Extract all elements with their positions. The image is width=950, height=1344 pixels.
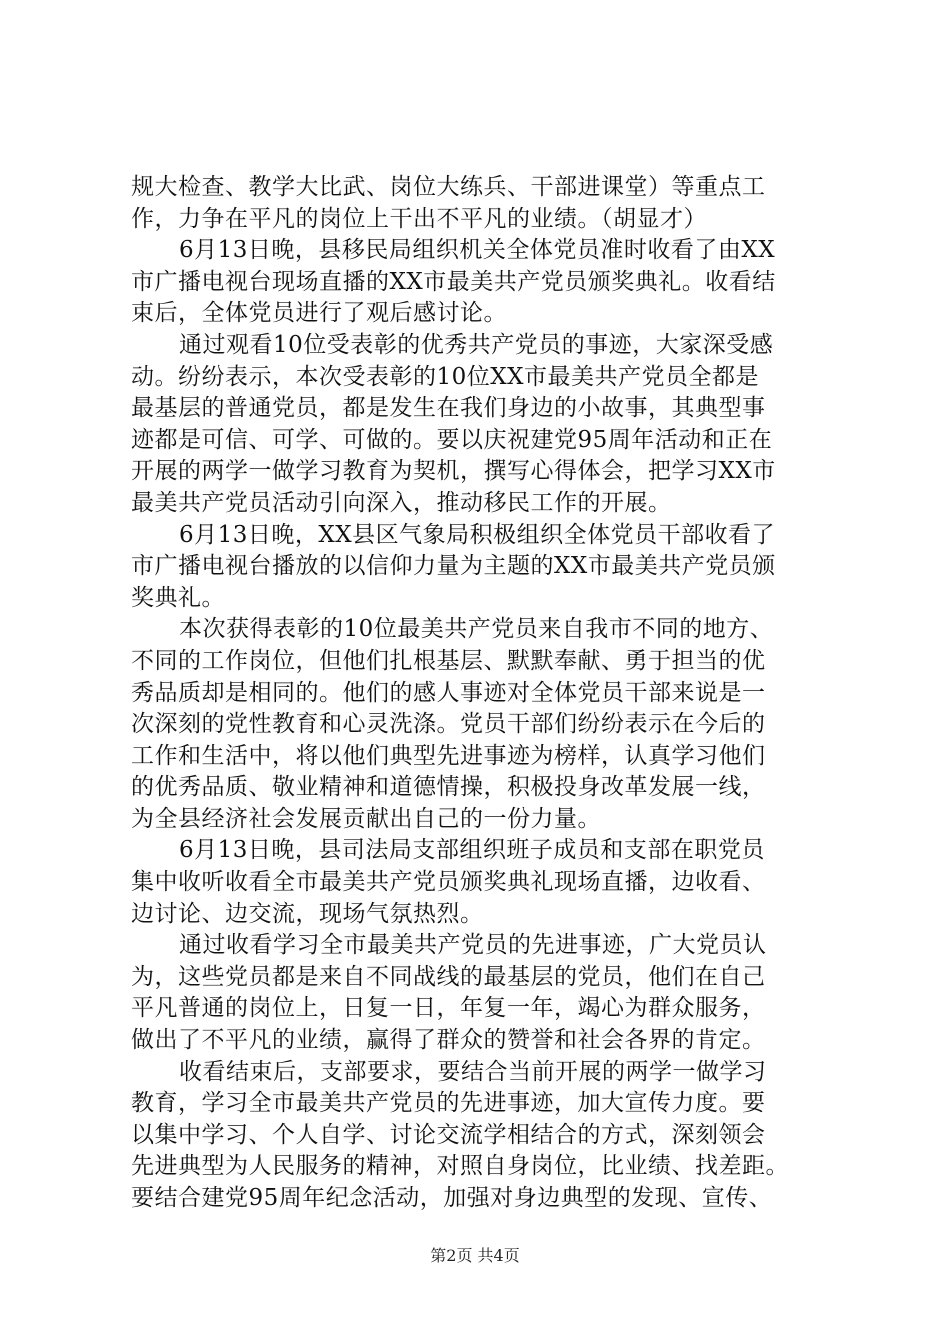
text-line: 次深刻的党性教育和心灵洗涤。党员干部们纷纷表示在今后的 — [131, 711, 766, 738]
text-line: 教育，学习全市最美共产党员的先进事迹，加大宣传力度。要 — [131, 1090, 766, 1117]
text-line: 边讨论、边交流，现场气氛热烈。 — [131, 900, 484, 927]
text-line: 为全县经济社会发展贡献出自己的一份力量。 — [131, 805, 601, 832]
text-line: 以集中学习、个人自学、讨论交流学相结合的方式，深刻领会 — [131, 1121, 766, 1148]
text-line: 先进典型为人民服务的精神，对照自身岗位，比业绩、找差距。 — [131, 1153, 789, 1180]
text-line: 的优秀品质、敬业精神和道德情操，积极投身改革发展一线， — [131, 774, 766, 801]
text-line: 最美共产党员活动引向深入，推动移民工作的开展。 — [131, 489, 672, 516]
text-line: 作，力争在平凡的岗位上干出不平凡的业绩。（胡显才） — [131, 205, 707, 232]
text-line: 动。纷纷表示，本次受表彰的10位XX市最美共产党员全都是 — [131, 363, 760, 390]
text-line: 市广播电视台现场直播的XX市最美共产党员颁奖典礼。收看结 — [131, 268, 776, 295]
text-line: 开展的两学一做学习教育为契机，撰写心得体会，把学习XX市 — [131, 458, 776, 485]
text-line: 6月13日晚，县司法局支部组织班子成员和支部在职党员 — [179, 837, 765, 864]
text-line: 通过收看学习全市最美共产党员的先进事迹，广大党员认 — [179, 932, 767, 959]
text-line: 通过观看10位受表彰的优秀共产党员的事迹，大家深受感 — [179, 331, 774, 358]
text-line: 做出了不平凡的业绩，赢得了群众的赞誉和社会各界的肯定。 — [131, 1027, 766, 1054]
text-line: 6月13日晚，XX县区气象局积极组织全体党员干部收看了 — [179, 521, 776, 548]
text-line: 收看结束后，支部要求，要结合当前开展的两学一做学习 — [179, 1058, 767, 1085]
text-line: 为，这些党员都是来自不同战线的最基层的党员，他们在自己 — [131, 963, 766, 990]
text-line: 最基层的普通党员，都是发生在我们身边的小故事，其典型事 — [131, 395, 766, 422]
document-body — [131, 172, 831, 1215]
text-line: 市广播电视台播放的以信仰力量为主题的XX市最美共产党员颁 — [131, 553, 776, 580]
text-line: 平凡普通的岗位上，日复一日，年复一年，竭心为群众服务， — [131, 995, 766, 1022]
text-line: 6月13日晚，县移民局组织机关全体党员准时收看了由XX — [179, 237, 776, 264]
text-line: 束后，全体党员进行了观后感讨论。 — [131, 300, 507, 327]
text-line: 工作和生活中，将以他们典型先进事迹为榜样，认真学习他们 — [131, 742, 766, 769]
text-line: 奖典礼。 — [131, 584, 225, 611]
page-footer: 第2页 共4页 — [430, 1246, 520, 1265]
text-line: 迹都是可信、可学、可做的。要以庆祝建党95周年活动和正在 — [131, 426, 773, 453]
text-line: 集中收听收看全市最美共产党员颁奖典礼现场直播，边收看、 — [131, 869, 766, 896]
text-line: 本次获得表彰的10位最美共产党员来自我市不同的地方、 — [179, 616, 774, 643]
text-line: 规大检查、教学大比武、岗位大练兵、干部进课堂）等重点工 — [131, 174, 766, 200]
text-line: 不同的工作岗位，但他们扎根基层、默默奉献、勇于担当的优 — [131, 647, 766, 674]
text-line: 要结合建党95周年纪念活动，加强对身边典型的发现、宣传、 — [131, 1185, 773, 1211]
text-line: 秀品质却是相同的。他们的感人事迹对全体党员干部来说是一 — [131, 679, 766, 706]
